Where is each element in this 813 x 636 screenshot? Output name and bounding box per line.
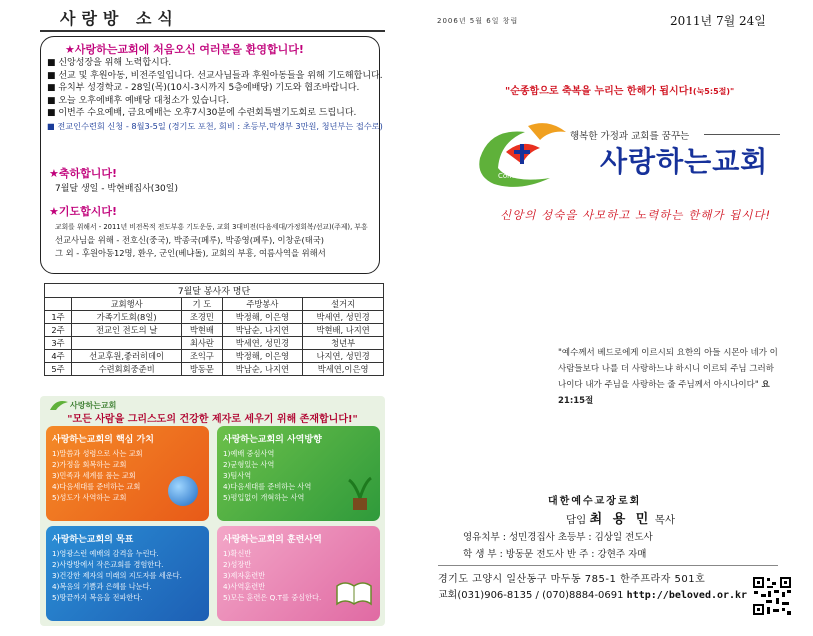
card-item: 2)성장반 bbox=[223, 560, 252, 569]
table-cell: 조경민 bbox=[182, 311, 222, 324]
table-row bbox=[45, 337, 384, 350]
card-item: 2)균형있는 사역 bbox=[223, 460, 275, 469]
church-name: 사랑하는교회 bbox=[600, 145, 769, 178]
table-header: 설거지 bbox=[303, 298, 384, 311]
table-cell: 박세연, 성민경 bbox=[303, 311, 384, 324]
news-item: ■ 이번주 수요예배, 금요예배는 오후7시30분에 수련회특별기도회로 드립니다. bbox=[47, 108, 357, 118]
table-title: 7월달 봉사자 명단 bbox=[45, 284, 384, 298]
table-cell: 박남순, 나지연 bbox=[222, 363, 303, 376]
prayer-item: 선교사님을 위해 - 전호신(중국), 박종국(페루), 박종영(페루), 이창운(태국) bbox=[55, 235, 325, 245]
prayer-heading: ★기도합시다! bbox=[49, 205, 118, 218]
card-item: 3)민족과 세계를 품는 교회 bbox=[52, 471, 136, 480]
table-cell: 박세연, 성민경 bbox=[222, 337, 303, 350]
card-item: 4)다음세대를 준비하는 사역 bbox=[223, 482, 312, 491]
card-item: 4)복음의 기쁨과 은혜를 나눈다. bbox=[52, 582, 152, 591]
news-list bbox=[47, 57, 383, 132]
table-cell: 수련회회중준비 bbox=[72, 363, 182, 376]
year-motto: 신앙의 성숙을 사모하고 노력하는 한해가 됩시다! bbox=[500, 208, 772, 222]
card-item: 2)가정을 회복하는 교회 bbox=[52, 460, 127, 469]
card-item: 3)제자훈련반 bbox=[223, 571, 266, 580]
poster-headline: "모든 사람을 그리스도의 건강한 제자로 세우기 위해 존재합니다!" bbox=[67, 414, 358, 425]
pastor-line bbox=[566, 508, 675, 527]
news-box bbox=[40, 36, 383, 274]
watering-plant-icon bbox=[345, 472, 375, 512]
table-row bbox=[45, 324, 384, 337]
card-title: 사랑하는교회의 사역방향 bbox=[223, 435, 322, 445]
card-item: 1)예배 중심사역 bbox=[223, 449, 275, 458]
logo-badge-text: Community Church bbox=[498, 172, 566, 180]
card-item: 5)모든 훈련은 Q.T를 중심한다. bbox=[223, 593, 322, 602]
church-address: 경기도 고양시 일산동구 마두동 785-1 한주프라자 501호 bbox=[438, 574, 706, 585]
table-cell: 4주 bbox=[45, 350, 72, 363]
news-item: ■ 오늘 오후에배후 예배당 대청소가 있습니다. bbox=[47, 95, 230, 106]
news-title: 사랑방 소식 bbox=[60, 9, 179, 28]
quote-text: "예수께서 베드로에게 이르시되 요한의 아들 시몬아 네가 이 사람들보다 나를 더 사랑하느냐 하시니 이르되 주님 그러하나이다 내가 주님을 사랑하는 줄 주님께서 아시나이다" bbox=[558, 348, 778, 390]
card-title: 사랑하는교회의 목표 bbox=[52, 535, 134, 545]
card-item: 4)사역훈련반 bbox=[223, 582, 266, 591]
title-rule bbox=[40, 30, 385, 32]
card-item: 5)성도가 사역하는 교회 bbox=[52, 493, 127, 502]
news-item: ■ 선교 및 후원아동, 비전주일입니다. 선교사님들과 후원아동들을 위해 기도해합니다. bbox=[47, 70, 383, 81]
verse-text: "순종함으로 축복을 누리는 한해가 됩시다! bbox=[505, 86, 693, 97]
scripture-quote bbox=[558, 345, 778, 409]
qr-code-icon bbox=[752, 576, 792, 616]
card-item: 4)다음세대를 준비하는 교회 bbox=[52, 482, 141, 491]
poster-brand: 사랑하는교회 bbox=[70, 401, 117, 410]
table-row bbox=[45, 311, 384, 324]
card-item: 3)건강한 제자의 미래의 지도자를 세운다. bbox=[52, 571, 182, 580]
core-values-card bbox=[46, 426, 209, 521]
phone-numbers: 교회(031)906-8135 / (070)8884-0691 bbox=[438, 590, 624, 601]
table-cell: 5주 bbox=[45, 363, 72, 376]
table-row bbox=[45, 350, 384, 363]
card-item: 5)평입없이 개혁하는 사역 bbox=[223, 493, 305, 502]
card-item: 2)사랑방에서 작은교회를 경험한다. bbox=[52, 560, 164, 569]
address-rule bbox=[438, 565, 778, 566]
table-cell: 가족기도회(8일) bbox=[72, 311, 182, 324]
card-item: 1)확신반 bbox=[223, 549, 252, 558]
open-bible-icon bbox=[335, 578, 373, 606]
table-cell: 박남순, 나지연 bbox=[222, 324, 303, 337]
logo-tagline: 행복한 가정과 교회를 꿈꾸는 bbox=[570, 131, 690, 142]
table-cell: 전교인 전도의 날 bbox=[72, 324, 182, 337]
table-cell: 선교후원,좋러히데이 bbox=[72, 350, 182, 363]
birthday-line: 7월달 생일 - 박현배집사(30일) bbox=[55, 184, 178, 194]
pastor-name: 최 용 민 bbox=[589, 512, 652, 527]
table-cell: 조익구 bbox=[182, 350, 222, 363]
verse-ref: (눅5:5절)" bbox=[692, 87, 735, 96]
news-item: ■ 전교인수련회 신청 - 8월3-5일 (경기도 포천, 회비 : 초등부,막생부 3만원, 청년부는 접수로) bbox=[47, 120, 383, 131]
card-item: 1)말씀과 성령으로 사는 교회 bbox=[52, 449, 143, 458]
website-link[interactable]: http://beloved.or.kr bbox=[626, 590, 748, 601]
card-item: 3)팀사역 bbox=[223, 471, 252, 480]
denomination: 대한예수교장로회 bbox=[548, 496, 642, 507]
tagline-rule bbox=[704, 134, 780, 135]
table-cell: 박현배 bbox=[182, 324, 222, 337]
news-item: ■ 신앙성장을 위해 노력합시다. bbox=[47, 58, 172, 68]
contact-line bbox=[438, 586, 747, 601]
pastor-title: 목사 bbox=[654, 514, 676, 526]
church-logo-icon bbox=[470, 118, 580, 190]
table-cell: 박정해, 이은영 bbox=[222, 350, 303, 363]
table-cell: 방동문 bbox=[182, 363, 222, 376]
vision-poster bbox=[40, 396, 385, 626]
year-verse bbox=[505, 82, 734, 97]
card-item: 5)땅끝까지 복음을 전파한다. bbox=[52, 593, 143, 602]
table-cell: 3주 bbox=[45, 337, 72, 350]
prayer-list bbox=[55, 221, 375, 260]
table-cell: 청년부 bbox=[303, 337, 384, 350]
table-cell: 박현배, 나지연 bbox=[303, 324, 384, 337]
ministry-direction-card bbox=[217, 426, 380, 521]
card-item: 1)영광스런 예배의 감격을 누린다. bbox=[52, 549, 159, 558]
table-header bbox=[45, 298, 72, 311]
table-cell: 박정해, 이은영 bbox=[222, 311, 303, 324]
training-card bbox=[217, 526, 380, 621]
globe-icon bbox=[168, 476, 198, 506]
staff-line: 학 생 부 : 방동문 전도사 반 주 : 강현주 자매 bbox=[463, 549, 647, 560]
staff-line: 영유치부 : 성민경집사 초등부 : 김상일 전도사 bbox=[463, 532, 653, 543]
table-cell: 나지연, 성민경 bbox=[303, 350, 384, 363]
table-cell: 1주 bbox=[45, 311, 72, 324]
table-cell: 박세연,이은영 bbox=[303, 363, 384, 376]
table-header: 주방봉사 bbox=[222, 298, 303, 311]
founded-date: 2006년 5월 6일 창립 bbox=[437, 17, 519, 25]
table-cell: 최사란 bbox=[182, 337, 222, 350]
news-item: ■ 유치부 성경학교 - 28일(목)(10시-3시까지 5층에배당) 기도와 협조바랍니다. bbox=[47, 83, 360, 93]
card-title: 사랑하는교회의 훈련사역 bbox=[223, 535, 322, 545]
quote-ref: 요21:15절 bbox=[558, 380, 770, 406]
congrats-heading: ★축하합니다! bbox=[49, 167, 118, 180]
pastor-label: 담임 bbox=[566, 514, 587, 526]
issue-date: 2011년 7월 24일 bbox=[670, 14, 766, 28]
prayer-item: 그 외 - 후원아동12명, 환우, 군인(베냐돌), 교회의 부흥, 여름사역을 위해서 bbox=[55, 248, 326, 258]
card-title: 사랑하는교회의 핵심 가치 bbox=[52, 435, 154, 445]
table-header: 교회행사 bbox=[72, 298, 182, 311]
volunteer-table bbox=[44, 283, 384, 376]
table-row bbox=[45, 363, 384, 376]
table-header: 기 도 bbox=[182, 298, 222, 311]
table-cell bbox=[72, 337, 182, 350]
welcome-heading: ★사랑하는교회에 처음오신 여러분을 환영합니다! bbox=[65, 43, 304, 56]
prayer-item: 교회를 위해서 - 2011년 비전목적 전도부흥 기도운동, 교회 3대비전(다음세대/가정회복/선교)(주제), 부흥 bbox=[55, 223, 368, 231]
goals-card bbox=[46, 526, 209, 621]
table-cell: 2주 bbox=[45, 324, 72, 337]
